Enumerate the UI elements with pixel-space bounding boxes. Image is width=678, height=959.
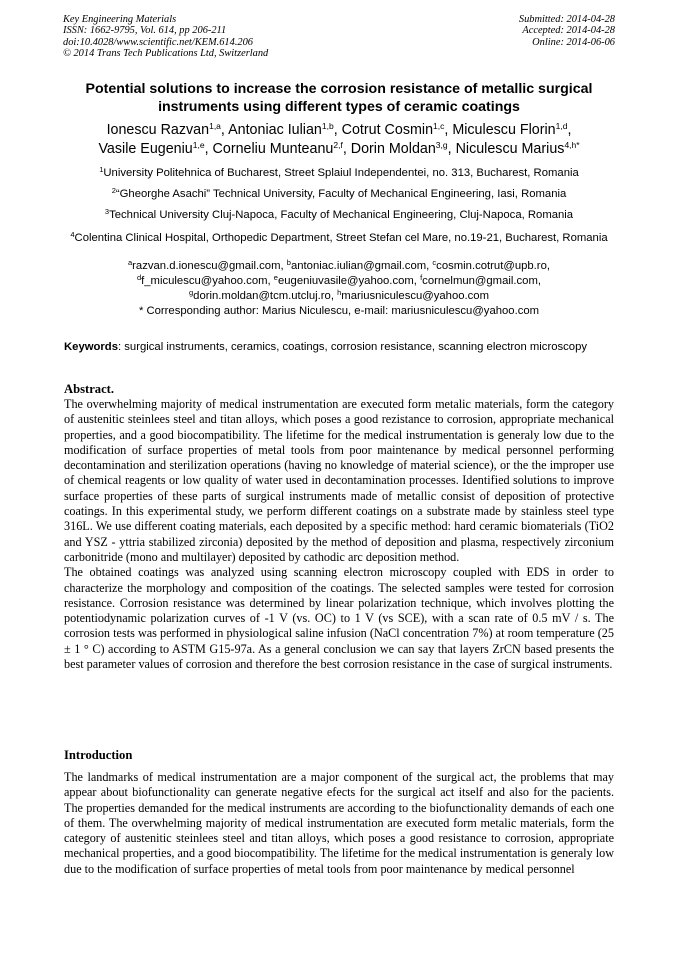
author-sep: , [444,122,453,138]
author-sup: 1,d [555,121,568,131]
issn: ISSN: 1662-9795, Vol. 614, pp 206-211 [63,25,227,37]
introduction-body [64,770,614,877]
author-sup: 1,c [433,121,445,131]
journal-name: Key Engineering Materials [63,14,177,25]
email-block [64,259,614,319]
abstract-paragraph-2: The obtained coatings was analyzed using scanning electron microscopy coupled with EDS in order to characterize the morphology and composition of the coatings. The selected samples were tested for corrosion resistance. Corrosion resistance was determined by linear polarization technique, which involves plotting the potentiodynamic polarization curves of -1 V (vs. OC) to 1 V (vs SCE), with a scan rate of 0.5 mV / s. The corrosion tests was performed in physiological saline infusion (NaCl concentration 7%) at room temperature (25 ± 1 ° C) according to ASTM G15-97a. As a general conclusion we can say that layers ZrCN based presents the best parameter values of corrosion and therefore the best corrosion resistance in the case of surgical instruments. [64,565,614,672]
email-line-2: $^d$f_miculescu@yahoo.com, $^e$eugeniuvasile@yahoo.com, $^f$cornelmun@gmail.com, [136,273,542,287]
email-c: cosmin.cotrut@upb.ro [436,260,547,272]
author-name: Ionescu Razvan [106,122,210,138]
keywords [64,340,614,355]
author-name: Antoniac Iulian [228,122,322,138]
affiliation-text: Colentina Clinical Hospital, Orthopedic Department, Street Stefan cel Mare, no.19-21, Bucharest, Romania [74,232,608,244]
submitted-date: Submitted: 2014-04-28 [518,14,615,25]
author-line-1 [56,121,622,140]
affiliation-text: “Gheorghe Asachi” Technical University, Faculty of Mechanical Engineering, Iasi, Romania [115,188,567,200]
affiliation-text: Technical University Cluj-Napoca, Faculty of Mechanical Engineering, Cluj-Napoca, Romania [109,209,574,221]
author-sup: 1,b [321,121,334,131]
author-sup: 1,e [192,140,205,150]
abstract-heading: Abstract. [64,382,115,396]
keywords-label: Keywords [64,341,118,353]
doi: doi:10.4028/www.scientific.net/KEM.614.206 [63,36,253,48]
author-sup: 1,a [209,121,221,131]
abstract-body [64,397,614,672]
copyright: © 2014 Trans Tech Publications Ltd, Switzerland [63,48,269,60]
author-name: Dorin Moldan [350,141,436,157]
keywords-text: : surgical instruments, ceramics, coatings, corrosion resistance, scanning electron microscopy [118,341,588,353]
affiliation-text: University Politehnica of Bucharest, Street Splaiul Independentei, no. 313, Bucharest, Romania [103,167,579,179]
author-sep: , [204,141,213,157]
abstract-paragraph-1: The overwhelming majority of medical instrumentation are executed form metalic materials, form the category of austenitic steinlees steel and titan alloys, which poses a good rezistance to corrosion, appropriate mechanical properties, and a good biocompatibility. The lifetime for the medical instrumentation is generaly low due to the modification of surface properties of metal tools from poor maintenance by medical personnel performing decontamination and sterilization operations (having no knowledge of material science), or the the improper use of chemical reagents or low quality of water used in decontamination processes. Identified solutions to improve surface properties of these parts of surgical instruments made of metallic consist of deposition of protective coatings. In this experimental study, we perform different coatings on a substrate made by stainless steel type 316L. We use different coating materials, each deposited by a specific method: hard ceramic biomaterials (TiO2 and YSZ - yttria stabilized zirconia) deposited by the method of deposition and plasma, respectively zirconium carbonitride (mono and multilayer) deposited by cathodic arc deposition method. [64,397,614,564]
author-name: Niculescu Marius [455,141,565,157]
author-list [56,121,622,159]
author-sep: , [567,122,572,138]
author-sep: , [333,122,342,138]
author-sup: 3,g [435,140,448,150]
corresponding-author: * Corresponding author: Marius Niculescu, e-mail: mariusniculescu@yahoo.com [138,305,540,317]
email-b: antoniac.iulian@gmail.com [290,260,427,272]
paper-title: Potential solutions to increase the corrosion resistance of metallic surgical instruments using different types of ceramic coatings [85,81,593,115]
affiliation-1 [64,166,614,181]
affiliation-sup: 3 [104,207,110,216]
author-name: Miculescu Florin [452,122,556,138]
online-date: Online: 2014-06-06 [532,36,615,48]
journal-header [63,14,268,60]
dates-header [519,14,615,48]
introduction-heading: Introduction [64,748,133,762]
email-e: eugeniuvasile@yahoo.com [277,275,414,287]
author-name: Vasile Eugeniu [98,141,193,157]
accepted-date: Accepted: 2014-04-28 [522,25,615,37]
email-d: f_miculescu@yahoo.com [141,275,268,287]
author-sep: , [220,122,229,138]
email-line-3: $^g$dorin.moldan@tcm.utcluj.ro, $^h$mariusniculescu@yahoo.com [188,288,490,302]
affiliation-sup: 4 [70,230,75,239]
author-sup: 4,h* [564,140,580,150]
introduction-paragraph-1: The landmarks of medical instrumentation are a major component of the surgical act, the problems that may appear about biofunctionality can generate negative efects for the surgical act itself and also for the pacients. The properties demanded for the medical instruments are according to the biofunctionality demands of each one of them. The overwhelming majority of medical instrumentation are executed form metalic materials, form the category of austenitic steinlees steel and titan alloys, which poses a good resistance to corrosion, appropriate mechanical properties, and a good biocompatibility. The lifetime for the medical instrumentation is generaly low due to the modification of surface properties of metal tools from poor maintenance by medical personnel [64,770,614,876]
author-line-2 [56,140,622,159]
affiliation-sup: 1 [99,165,104,174]
affiliation-2 [64,187,614,202]
affiliation-3 [64,208,614,223]
author-name: Cotrut Cosmin [341,122,434,138]
author-sep: , [447,141,456,157]
affiliation-sup: 2 [111,186,116,195]
email-f: cornelmun@gmail.com [422,275,538,287]
author-sup: 2,f [333,140,343,150]
author-name: Corneliu Munteanu [212,141,334,157]
email-a: razvan.d.ionescu@gmail.com [132,260,281,272]
email-line-1: $^a$razvan.d.ionescu@gmail.com, $^b$antoniac.iulian@gmail.com, $^c$cosmin.cotrut@upb.ro, [127,258,550,272]
affiliation-4 [59,231,619,246]
author-sep: , [342,141,351,157]
email-g: dorin.moldan@tcm.utcluj.ro [193,290,331,302]
email-h: mariusniculescu@yahoo.com [341,290,490,302]
